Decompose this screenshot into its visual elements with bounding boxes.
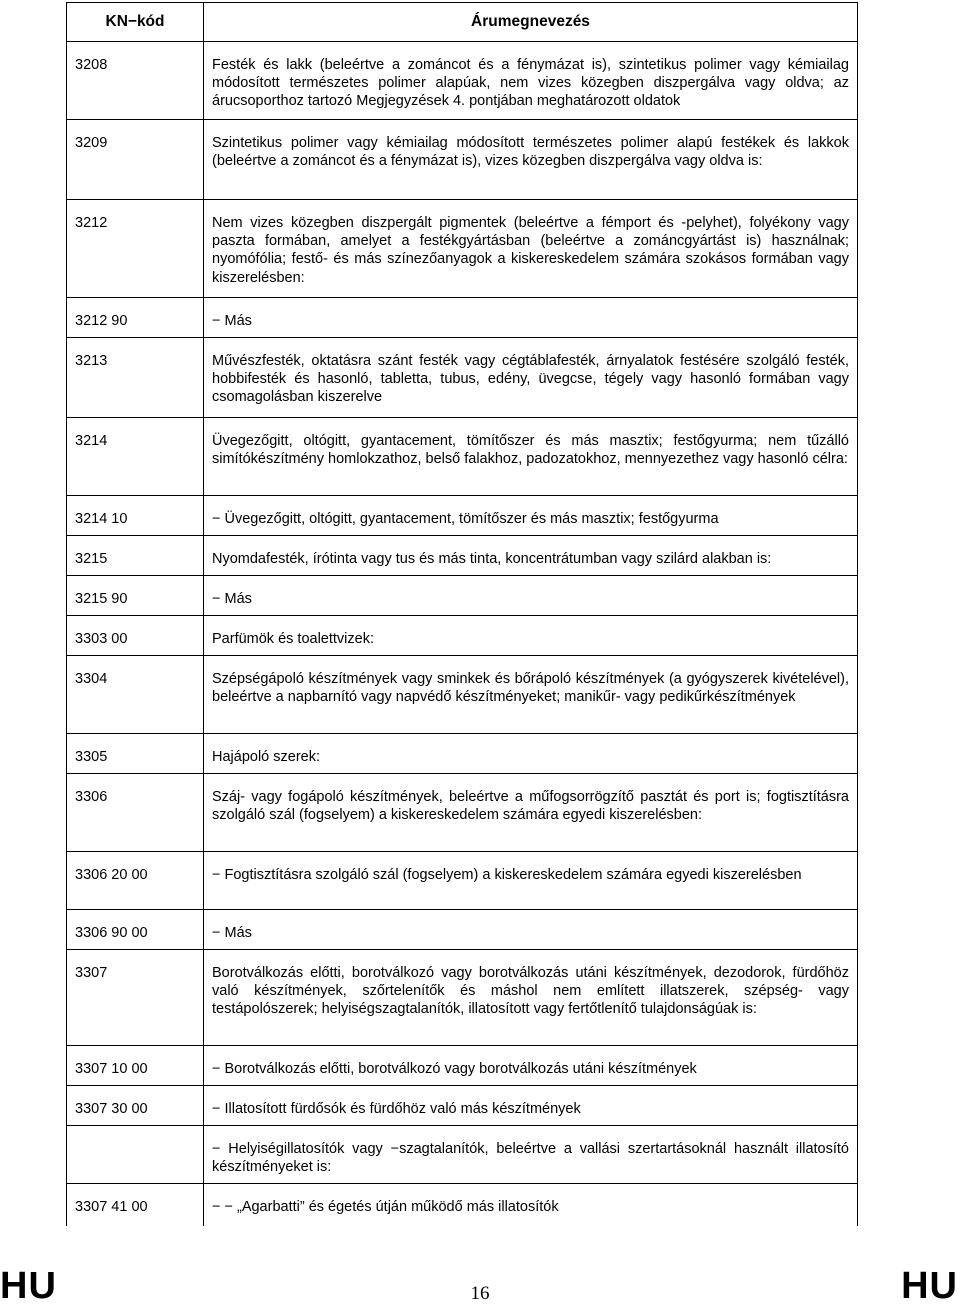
- page-number: 16: [470, 1283, 490, 1304]
- header-kn-code: KN−kód: [67, 3, 204, 42]
- table-row: [67, 852, 858, 910]
- table-row: [67, 120, 858, 200]
- table-row: [67, 536, 858, 576]
- kn-code-cell: [67, 1126, 204, 1184]
- description-cell: − Más: [204, 576, 858, 616]
- description-cell: Festék és lakk (beleértve a zománcot és a fénymázat is), szintetikus polimer vagy kémiailag módosított természetes polimer alapúak, nem vizes közegben diszpergálva vagy oldva; az árucsoporthoz tartozó Megjegyzések 4. pontjában meghatározott oldatok: [204, 42, 858, 120]
- footer-country-mark-left: HU: [0, 1265, 57, 1307]
- kn-code-cell: 3307 30 00: [67, 1086, 204, 1126]
- description-cell: − − „Agarbatti” és égetés útján működő más illatosítók: [204, 1184, 858, 1226]
- kn-code-cell: 3307 10 00: [67, 1046, 204, 1086]
- description-cell: Szintetikus polimer vagy kémiailag módosított természetes polimer alapú festékek és lakkok (beleértve a zománcot és a fénymázat is), vizes közegben diszpergálva vagy oldva is:: [204, 120, 858, 200]
- kn-code-cell: 3209: [67, 120, 204, 200]
- table-row: [67, 576, 858, 616]
- table-row: [67, 734, 858, 774]
- table-row: [67, 418, 858, 496]
- table-row: [67, 1086, 858, 1126]
- description-cell: Szépségápoló készítmények vagy sminkek és bőrápoló készítmények (a gyógyszerek kivételével), beleértve a napbarnító vagy napvédő készítményeket; manikűr- vagy pedikűrkészítmények: [204, 656, 858, 734]
- description-cell: − Illatosított fürdősók és fürdőhöz való más készítmények: [204, 1086, 858, 1126]
- table-header-row: [67, 3, 858, 42]
- table-row: [67, 200, 858, 298]
- description-cell: Nem vizes közegben diszpergált pigmentek (beleértve a fémport és -pelyhet), folyékony vagy paszta formában, amelyet a festékgyártásban (beleértve a zománcgyártást is) használnak; nyomófólia; festő- és más színezőanyagok a kiskereskedelem számára szokásos formában vagy kiszerelésben:: [204, 200, 858, 298]
- description-cell: − Más: [204, 910, 858, 950]
- kn-code-cell: 3215 90: [67, 576, 204, 616]
- table-row: [67, 656, 858, 734]
- kn-code-cell: 3215: [67, 536, 204, 576]
- description-cell: Üvegezőgitt, oltógitt, gyantacement, tömítőszer és más masztix; festőgyurma; nem tűzálló simítókészítmény homlokzathoz, belső falakhoz, padozatokhoz, mennyezethez vagy hasonló célra:: [204, 418, 858, 496]
- kn-code-cell: 3306 20 00: [67, 852, 204, 910]
- table-row: [67, 42, 858, 120]
- description-cell: − Helyiségillatosítók vagy −szagtalanítók, beleértve a vallási szertartásoknál használt illatosító készítményeket is:: [204, 1126, 858, 1184]
- kn-code-cell: 3306: [67, 774, 204, 852]
- description-cell: Művészfesték, oktatásra szánt festék vagy cégtáblafesték, árnyalatok festésére szolgáló festék, hobbifesték és hasonló, tabletta, tubus, edény, üvegcse, tégely vagy hasonló formában vagy csomagolásban kiszerelve: [204, 338, 858, 418]
- description-cell: Hajápoló szerek:: [204, 734, 858, 774]
- description-cell: − Más: [204, 298, 858, 338]
- kn-code-cell: 3212 90: [67, 298, 204, 338]
- table-row: [67, 1184, 858, 1226]
- description-cell: − Fogtisztításra szolgáló szál (fogselyem) a kiskereskedelem számára egyedi kiszerelésben: [204, 852, 858, 910]
- description-cell: − Üvegezőgitt, oltógitt, gyantacement, tömítőszer és más masztix; festőgyurma: [204, 496, 858, 536]
- kn-code-cell: 3304: [67, 656, 204, 734]
- table-row: [67, 298, 858, 338]
- kn-code-cell: 3214: [67, 418, 204, 496]
- header-description: Árumegnevezés: [204, 3, 858, 42]
- table-row: [67, 774, 858, 852]
- kn-code-cell: 3214 10: [67, 496, 204, 536]
- description-cell: − Borotválkozás előtti, borotválkozó vagy borotválkozás utáni készítmények: [204, 1046, 858, 1086]
- table-row: [67, 1126, 858, 1184]
- description-cell: Nyomdafesték, írótinta vagy tus és más tinta, koncentrátumban vagy szilárd alakban is:: [204, 536, 858, 576]
- kn-code-cell: 3208: [67, 42, 204, 120]
- kn-code-cell: 3307: [67, 950, 204, 1046]
- description-cell: Száj- vagy fogápoló készítmények, beleértve a műfogsorrögzítő pasztát és port is; fogtisztításra szolgáló szál (fogselyem) a kiskereskedelem számára egyedi kiszerelésben:: [204, 774, 858, 852]
- table-row: [67, 496, 858, 536]
- description-cell: Parfümök és toalettvizek:: [204, 616, 858, 656]
- kn-code-cell: 3212: [67, 200, 204, 298]
- kn-code-cell: 3305: [67, 734, 204, 774]
- table-row: [67, 910, 858, 950]
- kn-code-cell: 3213: [67, 338, 204, 418]
- kn-code-cell: 3303 00: [67, 616, 204, 656]
- kn-code-table: [66, 2, 858, 1226]
- table-row: [67, 1046, 858, 1086]
- kn-code-cell: 3307 41 00: [67, 1184, 204, 1226]
- footer-country-mark-right: HU: [901, 1265, 958, 1307]
- table-row: [67, 616, 858, 656]
- kn-code-cell: 3306 90 00: [67, 910, 204, 950]
- description-cell: Borotválkozás előtti, borotválkozó vagy borotválkozás utáni készítmények, dezodorok, fürdőhöz való készítmények, szőrtelenítők és máshol nem említett illatszerek, szépség- vagy testápolószerek; helyiségszagtalanítók, illatosított vagy fertőtlenítő tulajdonságúak is:: [204, 950, 858, 1046]
- table-row: [67, 338, 858, 418]
- table-row: [67, 950, 858, 1046]
